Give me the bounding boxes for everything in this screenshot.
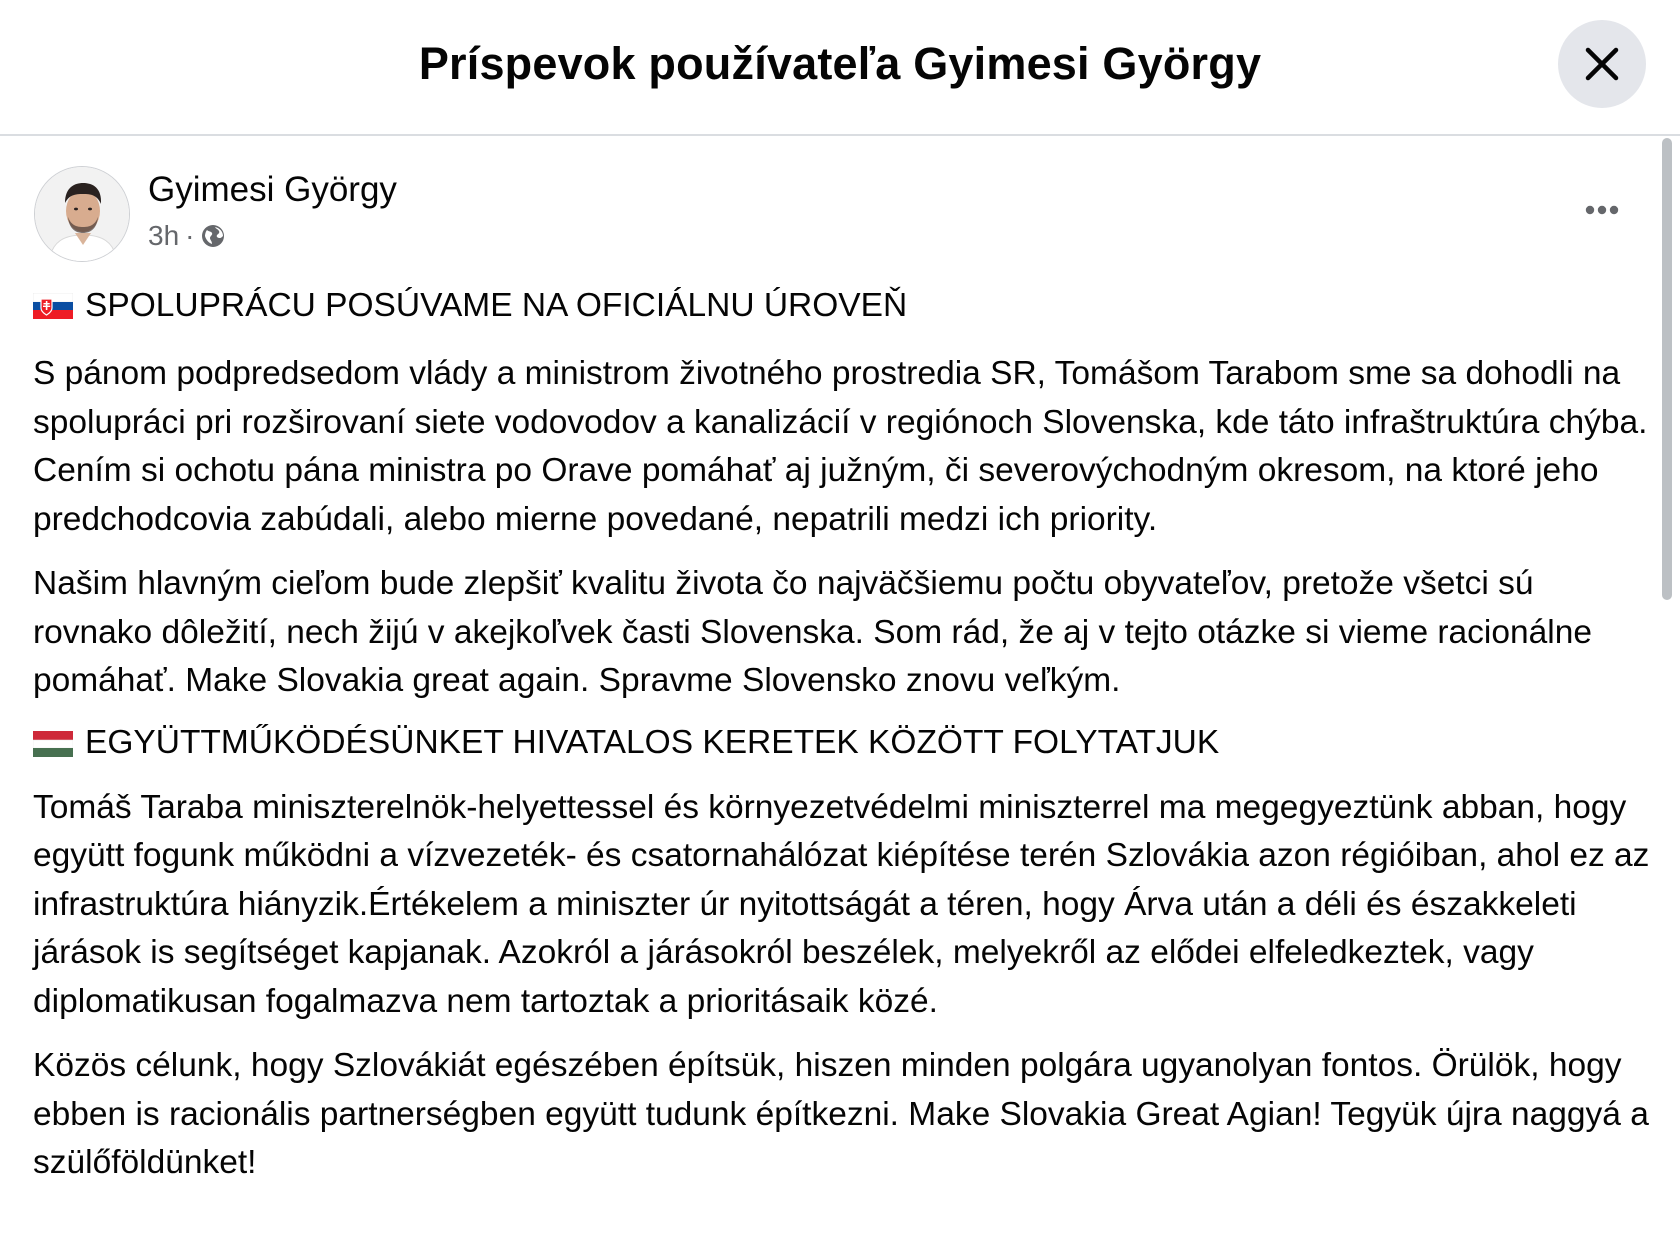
close-icon	[1582, 44, 1622, 84]
heading-sk	[33, 282, 1653, 330]
globe-icon[interactable]	[200, 223, 226, 249]
heading-hu	[33, 720, 1653, 768]
heading-hu-text: EGYÜTTMŰKÖDÉSÜNKET HIVATALOS KERETEK KÖZÖTT FOLYTATJUK	[85, 724, 1220, 762]
heading-sk-text: SPOLUPRÁCU POSÚVAME NA OFICIÁLNU ÚROVEŇ	[85, 286, 908, 324]
dialog-title: Príspevok používateľa Gyimesi György	[418, 38, 1262, 89]
hungary-flag-icon	[33, 731, 73, 757]
close-button[interactable]	[1558, 20, 1646, 108]
paragraph-sk-2: Našim hlavným cieľom bude zlepšiť kvalitu života čo najväčšiemu počtu obyvateľov, pretože všetci sú rovnako dôležití, nech žijú v akejkoľvek časti Slovenska. Som rád, že aj v tejto otázke si vieme racionálne pomáhať. Make Slovakia great again. Spravme Slovensko znovu veľkým.	[33, 565, 1592, 699]
paragraph-hu-1: Tomáš Taraba miniszterelnök-helyettessel és környezetvédelmi miniszterrel ma megegyeztünk abban, hogy együtt fogunk működni a vízvezeték- és csatornahálózat kiépítése terén Szlovákia azon régióiban, ahol ez az infrastruktúra hiányzik.Értékelem a miniszter úr nyitottságát a téren, hogy Árva után a déli és északkeleti járások is segítséget kapjanak. Azokról a járásokról beszélek, melyekről az elődei elfeledkeztek, vagy diplomatikusan fogalmazva nem tartoztak a prioritásaik közé.	[33, 788, 1650, 1020]
paragraph-hu-2: Közös célunk, hogy Szlovákiát egészében építsük, hiszen minden polgára ugyanolyan fontos. Örülök, hogy ebben is racionális partnerségben együtt tudunk építkezni. Make Slovakia Great Agian! Tegyük újra naggyá a szülőföldünket!	[33, 1047, 1649, 1181]
slovakia-flag-icon	[33, 293, 73, 319]
paragraph-sk-1: S pánom podpredsedom vlády a ministrom životného prostredia SR, Tomášom Tarabom sme sa dohodli na spolupráci pri rozširovaní siete vodovodov a kanalizácií v regiónoch Slovenska, kde táto infraštruktúra chýba. Cením si ochotu pána ministra po Orave pomáhať aj južným, či severovýchodným okresom, na ktoré jeho predchodcovia zabúdali, alebo mierne povedané, nepatrili medzi ich priority.	[33, 355, 1648, 538]
more-options-button[interactable]	[1572, 190, 1632, 230]
post-time[interactable]: 3h	[148, 220, 180, 251]
author-avatar[interactable]	[34, 166, 130, 262]
avatar-image	[35, 167, 130, 262]
post-meta	[148, 220, 226, 252]
post-body	[33, 282, 1653, 1188]
author-name[interactable]: Gyimesi György	[148, 170, 397, 209]
more-options-icon	[1572, 190, 1632, 230]
scrollbar[interactable]	[1656, 138, 1676, 1258]
meta-separator: ·	[185, 220, 195, 251]
scrollbar-thumb[interactable]	[1662, 138, 1672, 600]
dialog-header	[0, 0, 1680, 136]
